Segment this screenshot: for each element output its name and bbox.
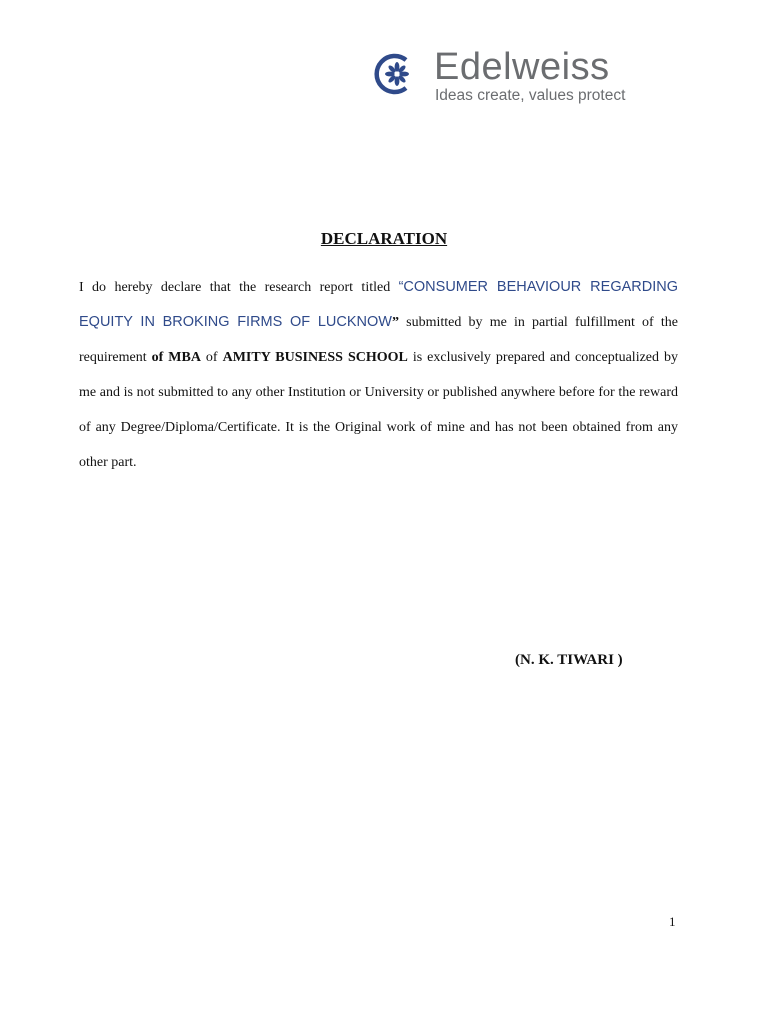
logo-tagline: Ideas create, values protect	[435, 87, 626, 104]
report-title-close-quote: ”	[391, 315, 399, 330]
para-rest: is exclusively prepared and conceptualized by me and is not submitted to any other Institution or University or published anywhere before for the reward of any Degree/Diploma/Certificate. It is the Original work of mine and has not been obtained from any other part.	[79, 350, 678, 470]
degree-name: of MBA	[151, 350, 201, 365]
report-title: “CONSUMER BEHAVIOUR REGARDING EQUITY IN BROKING FIRMS OF LUCKNOW	[79, 279, 678, 330]
document-title: DECLARATION	[320, 229, 448, 248]
edelweiss-flower-icon	[370, 49, 420, 99]
page-number: 1	[669, 914, 676, 929]
logo-name: Edelweiss	[434, 46, 610, 88]
edelweiss-logo	[368, 44, 668, 110]
para-intro: I do hereby declare that the research report titled	[79, 280, 399, 295]
signature-name: (N. K. TIWARI )	[515, 652, 623, 668]
para-mid-2: of	[200, 350, 223, 365]
declaration-paragraph	[79, 270, 678, 480]
school-name: AMITY BUSINESS SCHOOL	[222, 350, 408, 365]
para-mid-1: submitted by me in partial fulfillment of the requirement	[79, 315, 678, 365]
